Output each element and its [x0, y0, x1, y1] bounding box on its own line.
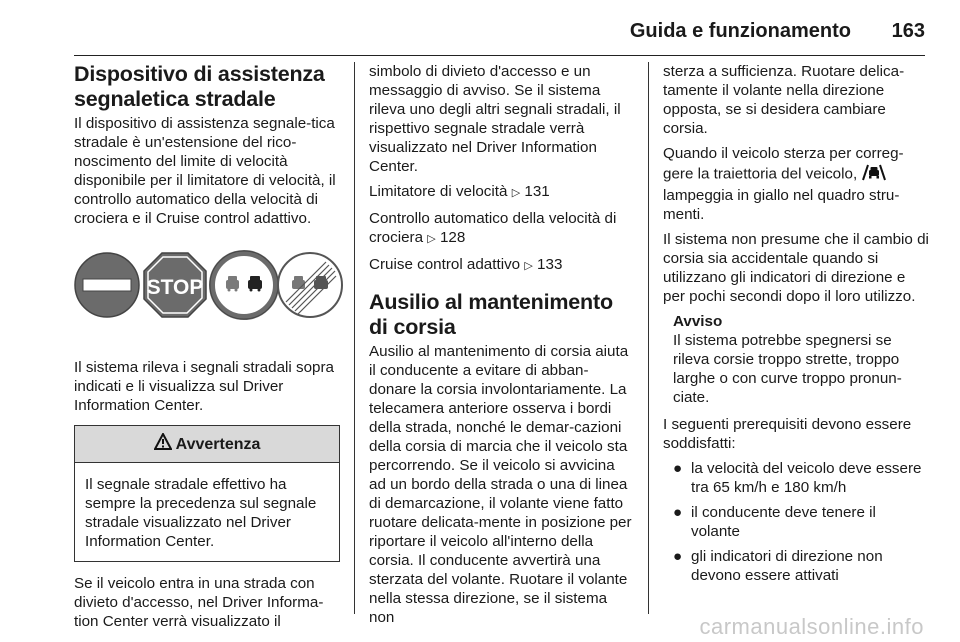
list-item: ● la velocità del veicolo deve essere tra 65 km/h e 180 km/h — [673, 460, 922, 496]
no-entry-sign-icon — [75, 253, 139, 317]
column-2 — [369, 62, 635, 633]
column-divider — [354, 62, 355, 614]
watermark: carmanualsonline.info — [699, 614, 924, 639]
warning-header — [75, 426, 339, 463]
list-item: ● gli indicatori di direzione non devono essere attivati — [673, 548, 883, 584]
cross-reference[interactable]: Cruise control adattivo ▷ 133 — [369, 256, 563, 273]
page-header — [74, 0, 925, 56]
reference-arrow-icon: ▷ — [511, 187, 521, 199]
warning-box — [74, 425, 340, 562]
traffic-signs-figure — [74, 240, 340, 348]
cross-reference[interactable]: Limitatore di velocità ▷ 131 — [369, 183, 550, 200]
end-of-no-overtaking-sign-icon — [278, 253, 342, 317]
continued-paragraph: sterza a sufficienza. Ruotare delica-tamente il volante nella direzione opposta, se si desidera cambiare corsia. — [663, 63, 905, 137]
stop-sign-icon — [144, 253, 206, 317]
prerequisites-list — [663, 459, 929, 585]
bullet-icon: ● — [673, 504, 683, 521]
page-number: 163 — [891, 20, 925, 42]
warning-title: Avvertenza — [175, 435, 261, 453]
note-text: Il sistema potrebbe spegnersi se rileva corsie troppo strette, troppo larghe o con curve troppo pronun-ciate. — [673, 332, 902, 406]
lane-assist-body: Ausilio al mantenimento di corsia aiuta il conducente a evitare di abban-donare la corsia involontariamente. La telecamera anteriore osserva i bordi della strada, nonché le demar-cazioni della corsia di marcia che il veicolo sta percorrendo. Se il veicolo si avvicina ad un bordo della strada o una di linea di demarcazione, il volante viene fatto ruotare delicata-mente in posizione per riportare il veicolo all'interno della corsia. Il conducente avvertirà una sterzata del volante. Ruotare il volante nella stessa direzione, se il sistema non — [369, 343, 632, 626]
icon-paragraph: Quando il veicolo sterza per correg-gere la traiettoria del veicolo, lampeggia in giallo nel quadro stru-menti. — [663, 145, 904, 223]
reference-arrow-icon: ▷ — [427, 233, 436, 245]
section-title: Guida e funzionamento — [629, 20, 851, 42]
intro-paragraph: Il dispositivo di assistenza segnale-tica stradale è un'estensione del rico-noscimento del limite di velocità disponibile per il limitatore di velocità, il controllo automatico della velocità di crociera e il Cruise control adattivo. — [74, 115, 336, 227]
stop-sign-label: STOP — [146, 276, 204, 299]
continued-paragraph: simbolo di divieto d'accesso e un messaggio di avviso. Se il sistema rileva uno degli altri segnali stradali, il rispettivo segnale stradale verrà visualizzato nel Driver Information Center. — [369, 63, 621, 175]
warning-triangle-icon — [154, 433, 172, 455]
note-title: Avviso — [673, 313, 723, 330]
column-1 — [74, 62, 340, 637]
turn-signal-paragraph: Il sistema non presume che il cambio di corsia sia accidentale quando si utilizzano gli indicatori di direzione e per pochi secondi dopo il loro utilizzo. — [663, 231, 929, 305]
warning-text: Il segnale stradale effettivo ha sempre la precedenza sul segnale stradale visualizzato nel Driver Information Center. — [85, 476, 317, 550]
column-3 — [663, 62, 929, 591]
signs-description: Il sistema rileva i segnali stradali sopra indicati e li visualizza sul Driver Information Center. — [74, 359, 334, 414]
bullet-icon: ● — [673, 460, 683, 477]
list-item: ● il conducente deve tenere il volante — [673, 504, 876, 540]
bullet-icon: ● — [673, 548, 683, 565]
note-box — [663, 312, 929, 407]
cross-reference[interactable]: Controllo automatico della velocità di crociera ▷ 128 — [369, 210, 617, 246]
lane-keep-assist-icon — [861, 163, 887, 186]
column-divider — [648, 62, 649, 614]
closing-paragraph: Se il veicolo entra in una strada con divieto d'accesso, nel Driver Informa-tion Center verrà visualizzato il — [74, 575, 324, 630]
no-overtaking-sign-icon — [210, 251, 278, 319]
reference-arrow-icon: ▷ — [524, 260, 533, 272]
heading-traffic-sign-assistant: Dispositivo di assistenza segnaletica stradale — [74, 62, 325, 111]
prerequisites-intro: I seguenti prerequisiti devono essere soddisfatti: — [663, 416, 912, 452]
heading-lane-keep-assist: Ausilio al mantenimento di corsia — [369, 290, 613, 339]
